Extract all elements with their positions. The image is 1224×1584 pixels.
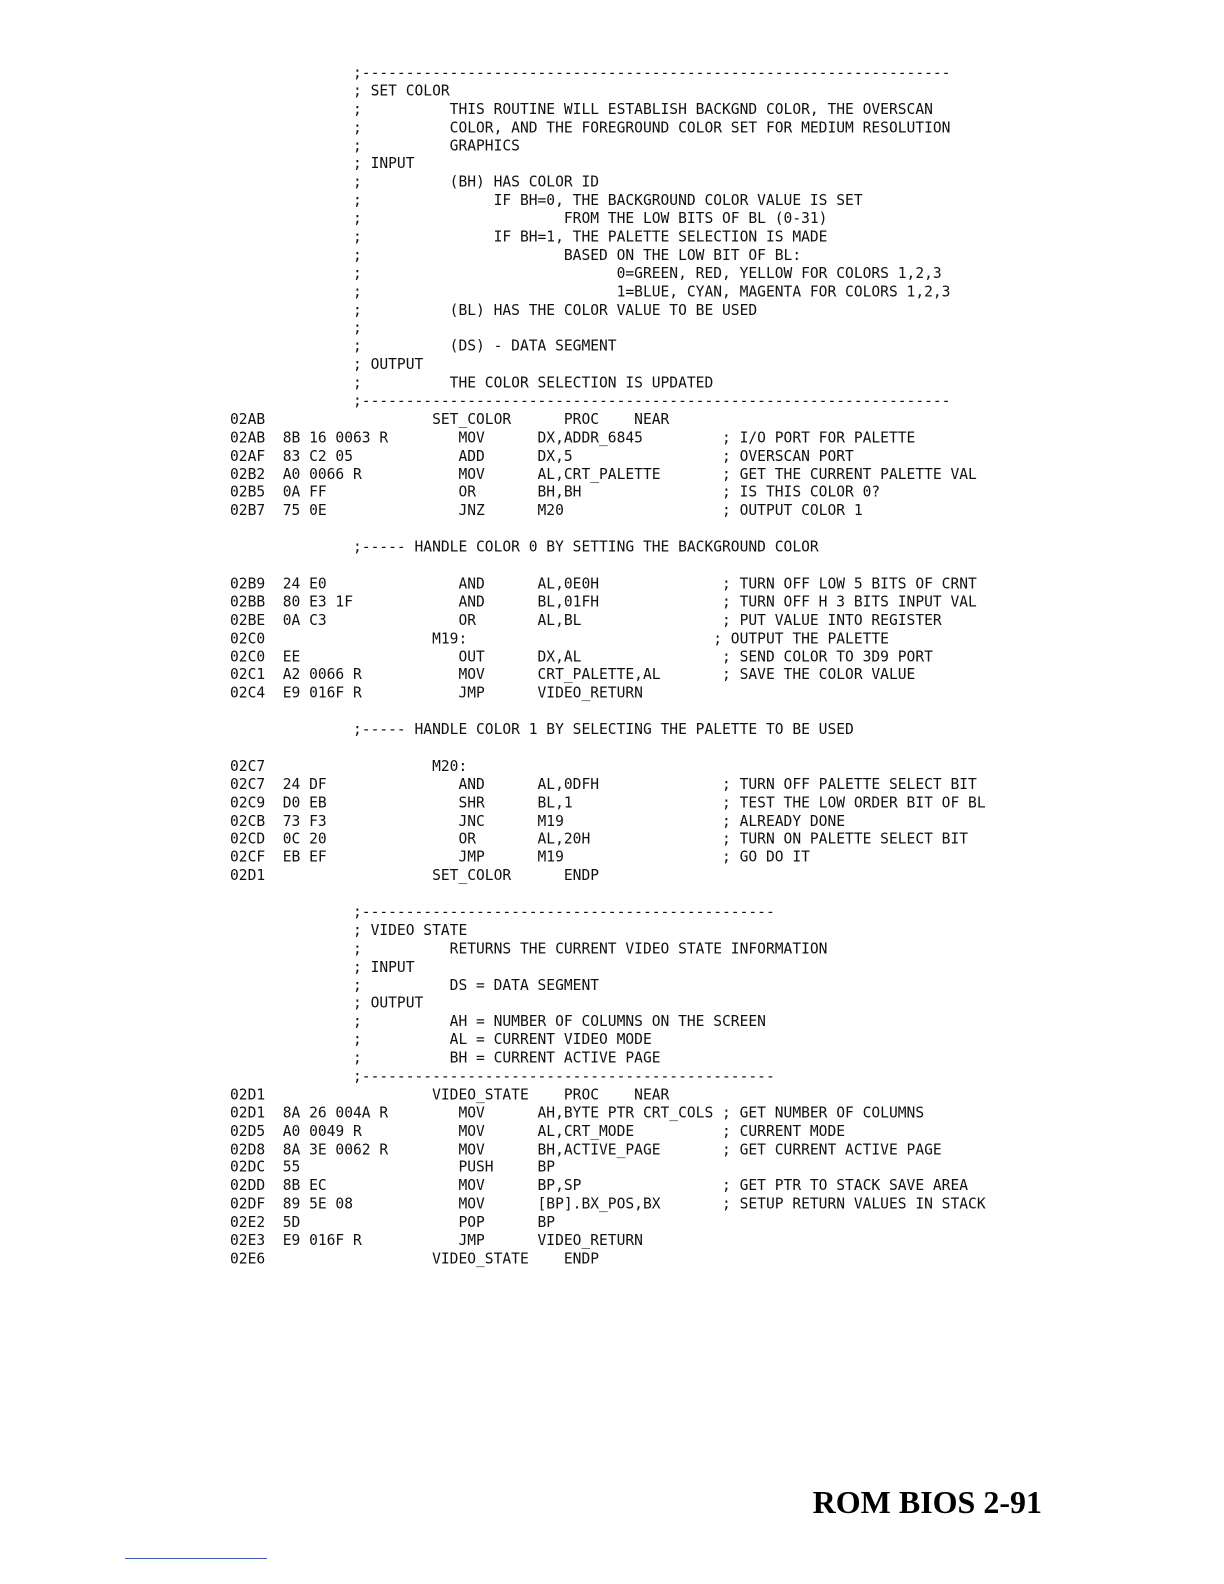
listing-line: 02CB 73 F3 JNC M19 ; ALREADY DONE — [230, 812, 846, 830]
listing-line: 02C0 EE OUT DX,AL ; SEND COLOR TO 3D9 PORT — [230, 647, 933, 666]
listing-line: 02B2 A0 0066 R MOV AL,CRT_PALETTE ; GET THE CURRENT PALETTE VAL — [230, 465, 977, 483]
listing-line: ; DS = DATA SEGMENT — [230, 976, 600, 994]
listing-line: ; RETURNS THE CURRENT VIDEO STATE INFORMATION — [230, 939, 828, 958]
listing-line: 02AB 8B 16 0063 R MOV DX,ADDR_6845 ; I/O PORT FOR PALETTE — [230, 428, 916, 447]
listing-line: 02C0 M19: ; OUTPUT THE PALETTE — [230, 629, 889, 648]
listing-line: 02C1 A2 0066 R MOV CRT_PALETTE,AL ; SAVE THE COLOR VALUE — [230, 666, 916, 684]
listing-line: 02C9 D0 EB SHR BL,1 ; TEST THE LOW ORDER BIT OF BL — [230, 793, 986, 812]
listing-line: ; GRAPHICS — [230, 136, 520, 155]
listing-line: ; AL = CURRENT VIDEO MODE — [230, 1031, 652, 1049]
listing-line: ; THIS ROUTINE WILL ESTABLISH BACKGND COLOR, THE OVERSCAN — [230, 100, 933, 118]
listing-line: 02DC 55 PUSH BP — [230, 1158, 556, 1177]
listing-line: 02E2 5D POP BP — [230, 1213, 556, 1231]
listing-line: 02AB SET_COLOR PROC NEAR — [230, 410, 670, 429]
listing-line: ; INPUT — [230, 958, 415, 976]
listing-line: ;----------------------------------------------- — [230, 903, 775, 921]
listing-line: 02C7 M20: — [230, 757, 468, 775]
listing-line — [230, 739, 986, 757]
listing-line — [230, 703, 986, 721]
listing-line: ; THE COLOR SELECTION IS UPDATED — [230, 374, 714, 392]
listing-line: ; 0=GREEN, RED, YELLOW FOR COLORS 1,2,3 — [230, 264, 942, 283]
listing-line: ; FROM THE LOW BITS OF BL (0-31) — [230, 209, 828, 228]
listing-line — [230, 557, 986, 575]
listing-line: ; — [230, 319, 362, 337]
listing-line — [230, 885, 986, 903]
listing-line: 02D1 VIDEO_STATE PROC NEAR — [230, 1085, 670, 1104]
listing-line: 02CF EB EF JMP M19 ; GO DO IT — [230, 848, 810, 867]
listing-line: 02D8 8A 3E 0062 R MOV BH,ACTIVE_PAGE ; GET CURRENT ACTIVE PAGE — [230, 1140, 942, 1158]
listing-line: ; OUTPUT — [230, 355, 424, 374]
listing-line: 02B9 24 E0 AND AL,0E0H ; TURN OFF LOW 5 BITS OF CRNT — [230, 574, 977, 593]
listing-line: 02D1 SET_COLOR ENDP — [230, 866, 600, 885]
listing-line: 02E3 E9 016F R JMP VIDEO_RETURN — [230, 1231, 643, 1250]
listing-line: ; (BH) HAS COLOR ID — [230, 173, 600, 191]
listing-line: ; (DS) - DATA SEGMENT — [230, 337, 617, 356]
listing-line: ; OUTPUT — [230, 994, 424, 1013]
listing-line: ; 1=BLUE, CYAN, MAGENTA FOR COLORS 1,2,3 — [230, 282, 951, 301]
listing-line: 02C7 24 DF AND AL,0DFH ; TURN OFF PALETTE SELECT BIT — [230, 775, 977, 794]
page-footer-label: ROM BIOS 2-91 — [812, 1484, 1042, 1520]
listing-line: ; IF BH=1, THE PALETTE SELECTION IS MADE — [230, 228, 828, 246]
listing-line: 02B5 0A FF OR BH,BH ; IS THIS COLOR 0? — [230, 483, 881, 502]
listing-line: ;------------------------------------------------------------------- — [230, 64, 951, 82]
listing-line: 02D1 8A 26 004A R MOV AH,BYTE PTR CRT_COLS ; GET NUMBER OF COLUMNS — [230, 1104, 925, 1122]
footnote-rule — [125, 1558, 267, 1559]
listing-line: ; BASED ON THE LOW BIT OF BL: — [230, 246, 802, 264]
listing-line — [230, 520, 986, 538]
listing-line: 02DF 89 5E 08 MOV [BP].BX_POS,BX ; SETUP RETURN VALUES IN STACK — [230, 1195, 986, 1213]
listing-line: 02C4 E9 016F R JMP VIDEO_RETURN — [230, 684, 643, 702]
listing-line: ;----- HANDLE COLOR 0 BY SETTING THE BACKGROUND COLOR — [230, 538, 819, 556]
listing-line: ; INPUT — [230, 155, 415, 173]
listing-line: ;------------------------------------------------------------------- — [230, 392, 951, 410]
listing-line: ; AH = NUMBER OF COLUMNS ON THE SCREEN — [230, 1012, 766, 1031]
assembly-listing — [230, 64, 986, 1268]
listing-line: ; VIDEO STATE — [230, 921, 468, 940]
listing-line: ; BH = CURRENT ACTIVE PAGE — [230, 1049, 661, 1067]
listing-line: 02B7 75 0E JNZ M20 ; OUTPUT COLOR 1 — [230, 501, 863, 520]
listing-line: 02DD 8B EC MOV BP,SP ; GET PTR TO STACK SAVE AREA — [230, 1177, 969, 1195]
listing-line: 02D5 A0 0049 R MOV AL,CRT_MODE ; CURRENT MODE — [230, 1122, 846, 1140]
listing-line: ;----------------------------------------------- — [230, 1067, 775, 1086]
listing-line: 02AF 83 C2 05 ADD DX,5 ; OVERSCAN PORT — [230, 447, 854, 465]
listing-line: ; IF BH=0, THE BACKGROUND COLOR VALUE IS SET — [230, 191, 863, 210]
listing-line: ; (BL) HAS THE COLOR VALUE TO BE USED — [230, 301, 758, 319]
listing-line: 02BE 0A C3 OR AL,BL ; PUT VALUE INTO REGISTER — [230, 611, 942, 629]
listing-line: ; COLOR, AND THE FOREGROUND COLOR SET FOR MEDIUM RESOLUTION — [230, 118, 951, 137]
listing-line: 02CD 0C 20 OR AL,20H ; TURN ON PALETTE SELECT BIT — [230, 830, 969, 848]
listing-line: 02E6 VIDEO_STATE ENDP — [230, 1250, 600, 1268]
listing-line: ;----- HANDLE COLOR 1 BY SELECTING THE PALETTE TO BE USED — [230, 720, 854, 739]
listing-line: ; SET COLOR — [230, 82, 450, 100]
listing-line: 02BB 80 E3 1F AND BL,01FH ; TURN OFF H 3 BITS INPUT VAL — [230, 593, 977, 611]
